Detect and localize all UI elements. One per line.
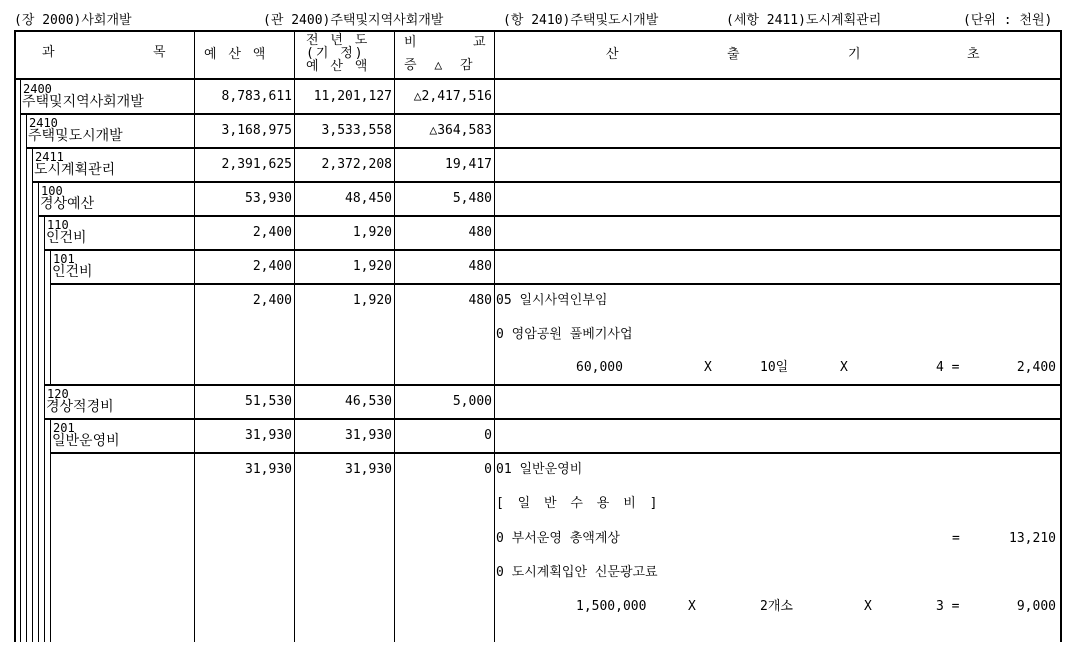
col-compare-header: 증 △ 감 bbox=[404, 58, 478, 73]
basis-days: 10일 bbox=[760, 360, 789, 375]
basis-item: 0 영암공원 풀베기사업 bbox=[496, 327, 633, 342]
chapter-label: (장 2000)사회개발 bbox=[14, 13, 132, 28]
row-budget: 53,930 bbox=[245, 191, 292, 206]
row-diff: 480 bbox=[468, 225, 492, 240]
row-prev: 3,533,558 bbox=[321, 123, 392, 138]
row-prev: 31,930 bbox=[345, 428, 392, 443]
row-budget: 31,930 bbox=[245, 462, 292, 477]
row-budget: 2,391,625 bbox=[221, 157, 292, 172]
row-prev: 1,920 bbox=[352, 225, 392, 240]
col-basis-char3: 기 bbox=[848, 47, 861, 62]
row-prev: 1,920 bbox=[352, 293, 392, 308]
row-name: 인건비 bbox=[52, 264, 93, 280]
row-code: 201 bbox=[53, 421, 75, 435]
basis-times: X bbox=[704, 360, 712, 375]
basis-title: 05 일시사역인부임 bbox=[496, 293, 608, 308]
row-name: 일반운영비 bbox=[52, 433, 120, 449]
basis-count-equals: 3 = bbox=[936, 599, 960, 614]
col-subject-char2: 목 bbox=[153, 45, 166, 60]
row-name: 경상예산 bbox=[40, 196, 95, 212]
basis-times: X bbox=[688, 599, 696, 614]
subitem-label: (세항 2411)도시계획관리 bbox=[726, 13, 882, 28]
basis-total: 9,000 bbox=[1016, 599, 1056, 614]
basis-item: 0 도시계획입안 신문광고료 bbox=[496, 565, 658, 580]
basis-item: 0 부서운영 총액계상 bbox=[496, 531, 620, 546]
row-code: 100 bbox=[41, 184, 63, 198]
row-code: 101 bbox=[53, 252, 75, 266]
row-code: 2410 bbox=[29, 116, 58, 130]
section-label: (관 2400)주택및지역사회개발 bbox=[263, 13, 444, 28]
col-basis-char1: 산 bbox=[606, 47, 619, 62]
basis-times: X bbox=[864, 599, 872, 614]
row-prev: 46,530 bbox=[345, 394, 392, 409]
row-diff: 5,000 bbox=[452, 394, 492, 409]
row-budget: 31,930 bbox=[245, 428, 292, 443]
row-budget: 2,400 bbox=[252, 259, 292, 274]
row-diff: 0 bbox=[484, 462, 492, 477]
row-budget: 3,168,975 bbox=[221, 123, 292, 138]
item-label: (항 2410)주택및도시개발 bbox=[503, 13, 659, 28]
col-prev-header-2: (기 정) bbox=[306, 46, 365, 61]
row-prev: 11,201,127 bbox=[313, 89, 392, 104]
row-code: 2400 bbox=[23, 82, 52, 96]
basis-unit-price: 60,000 bbox=[576, 360, 623, 375]
basis-subheading: [ 일 반 수 용 비 ] bbox=[496, 496, 661, 511]
row-name: 주택및도시개발 bbox=[28, 128, 123, 144]
row-code: 110 bbox=[47, 218, 69, 232]
row-code: 2411 bbox=[35, 150, 64, 164]
basis-count-equals: 4 = bbox=[936, 360, 960, 375]
row-budget: 2,400 bbox=[252, 225, 292, 240]
col-basis-char4: 초 bbox=[967, 47, 980, 62]
row-prev: 2,372,208 bbox=[321, 157, 392, 172]
row-name: 인건비 bbox=[46, 230, 87, 246]
col-compare-char1: 비 bbox=[404, 35, 417, 50]
row-budget: 2,400 bbox=[252, 293, 292, 308]
basis-total: 2,400 bbox=[1016, 360, 1056, 375]
row-diff: 480 bbox=[468, 259, 492, 274]
col-budget-header: 예 산 액 bbox=[204, 47, 268, 62]
col-basis-char2: 출 bbox=[727, 47, 740, 62]
basis-unit-price: 1,500,000 bbox=[576, 599, 647, 614]
row-diff: △2,417,516 bbox=[413, 89, 492, 104]
row-diff: 5,480 bbox=[452, 191, 492, 206]
row-diff: 480 bbox=[468, 293, 492, 308]
row-budget: 51,530 bbox=[245, 394, 292, 409]
col-compare-char2: 교 bbox=[473, 35, 486, 50]
row-prev: 48,450 bbox=[345, 191, 392, 206]
row-diff: △364,583 bbox=[429, 123, 492, 138]
row-prev: 31,930 bbox=[345, 462, 392, 477]
basis-times: X bbox=[840, 360, 848, 375]
row-name: 주택및지역사회개발 bbox=[22, 94, 144, 110]
row-prev: 1,920 bbox=[352, 259, 392, 274]
row-diff: 19,417 bbox=[445, 157, 492, 172]
basis-equals: = bbox=[952, 531, 960, 546]
basis-places: 2개소 bbox=[760, 599, 793, 614]
row-budget: 8,783,611 bbox=[221, 89, 292, 104]
row-code: 120 bbox=[47, 387, 69, 401]
unit-label: (단위 : 천원) bbox=[963, 13, 1053, 28]
col-prev-header-1: 전 년 도 bbox=[306, 33, 370, 48]
basis-total: 13,210 bbox=[1009, 531, 1056, 546]
col-prev-header-3: 예 산 액 bbox=[306, 59, 370, 74]
row-name: 경상적경비 bbox=[46, 399, 114, 415]
basis-title: 01 일반운영비 bbox=[496, 462, 583, 477]
col-subject-char1: 과 bbox=[42, 45, 55, 60]
row-name: 도시계획관리 bbox=[34, 162, 116, 178]
row-diff: 0 bbox=[484, 428, 492, 443]
